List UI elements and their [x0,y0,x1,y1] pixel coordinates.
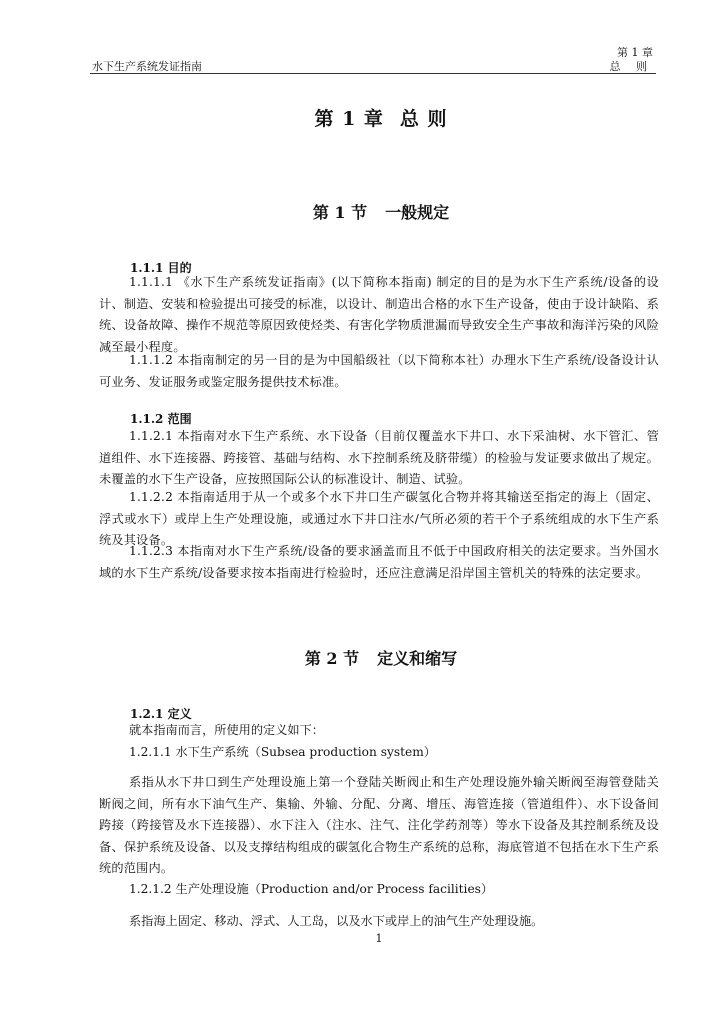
chapter-title [0,104,724,131]
paragraph-1-1-1-1: 1.1.1.1 《水下生产系统发证指南》(以下简称本指南) 制定的目的是为水下生产系统/设备的设计、制造、安装和检验提出可接受的标准，以设计、制造出合格的水下生产设备，使由于设计缺陷、系统、设备故障、操作不规范等原因致使烃类、有害化学物质泄漏而导致安全生产事故和海洋污染的风险减至最小程度。 [99,275,659,354]
section-2-title [0,646,724,669]
section-1-number: 第 1 节 [312,203,368,222]
paragraph-1-1-2-1: 1.1.2.1 本指南对水下生产系统、水下设备（目前仅覆盖水下井口、水下采油树、水下管汇、管道组件、水下连接器、跨接管、基础与结构、水下控制系统及脐带缆）的检验与发证要求做出了规定。未覆盖的水下生产设备，应按照国际公认的标准设计、制造、试验。 [99,429,659,487]
definitions-intro: 就本指南而言，所使用的定义如下： [129,723,324,737]
running-header-title: 水下生产系统发证指南 [92,60,202,73]
running-header-chapter-title: 总 则 [609,60,653,73]
chapter-name: 总 则 [399,108,448,130]
section-1-title [0,200,724,223]
section-2-number: 第 2 节 [304,649,360,668]
definition-1-2-1-1-text: 系指从水下井口到生产处理设施上第一个登陆关断阀止和生产处理设施外输关断阀至海管登陆关断阀之间，所有水下油气生产、集输、外输、分配、分离、增压、海管连接（管道组件）、水下设备间跨接（跨接管及水下连接器）、水下注入（注水、注气、注化学药剂等）等水下设备及其控制系统及设备、保护系统及设备、以及支撑结构组成的碳氢化合物生产系统的总称，海底管道不包括在水下生产系统的范围内。 [99,775,659,876]
definition-1-2-1-2-term: 1.2.1.2 生产处理设施（Production and/or Process facilities） [129,882,494,896]
section-2-name: 定义和缩写 [377,649,458,668]
heading-1-1-2: 1.1.2 范围 [130,412,192,426]
definition-1-2-1-1-term: 1.2.1.1 水下生产系统（Subsea production system） [129,745,436,759]
section-1-name: 一般规定 [385,203,450,222]
paragraph-1-1-1-2: 1.1.1.2 本指南制定的另一目的是为中国船级社（以下简称本社）办理水下生产系统/设备设计认可业务、发证服务或鉴定服务提供技术标准。 [99,353,659,389]
running-header-chapter: 第 1 章 [617,46,653,59]
paragraph-1-1-2-2: 1.1.2.2 本指南适用于从一个或多个水下井口生产碳氢化合物并将其输送至指定的海上（固定、浮式或水下）或岸上生产处理设施，或通过水下井口注水/气所必须的若干个子系统组成的水下生产系统及其设备。 [99,490,659,548]
heading-1-2-1: 1.2.1 定义 [130,707,192,721]
paragraph-1-1-2-3: 1.1.2.3 本指南对水下生产系统/设备的要求涵盖而且不低于中国政府相关的法定要求。当外国水域的水下生产系统/设备要求按本指南进行检验时，还应注意满足沿岸国主管机关的特殊的法定要求。 [99,544,659,580]
page-number: 1 [375,932,383,945]
definition-1-2-1-2-text: 系指海上固定、移动、浮式、人工岛，以及水下或岸上的油气生产处理设施。 [129,914,544,928]
heading-1-1-1: 1.1.1 目的 [130,261,192,275]
header-rule [90,73,656,74]
chapter-number: 第 1 章 [314,108,384,130]
